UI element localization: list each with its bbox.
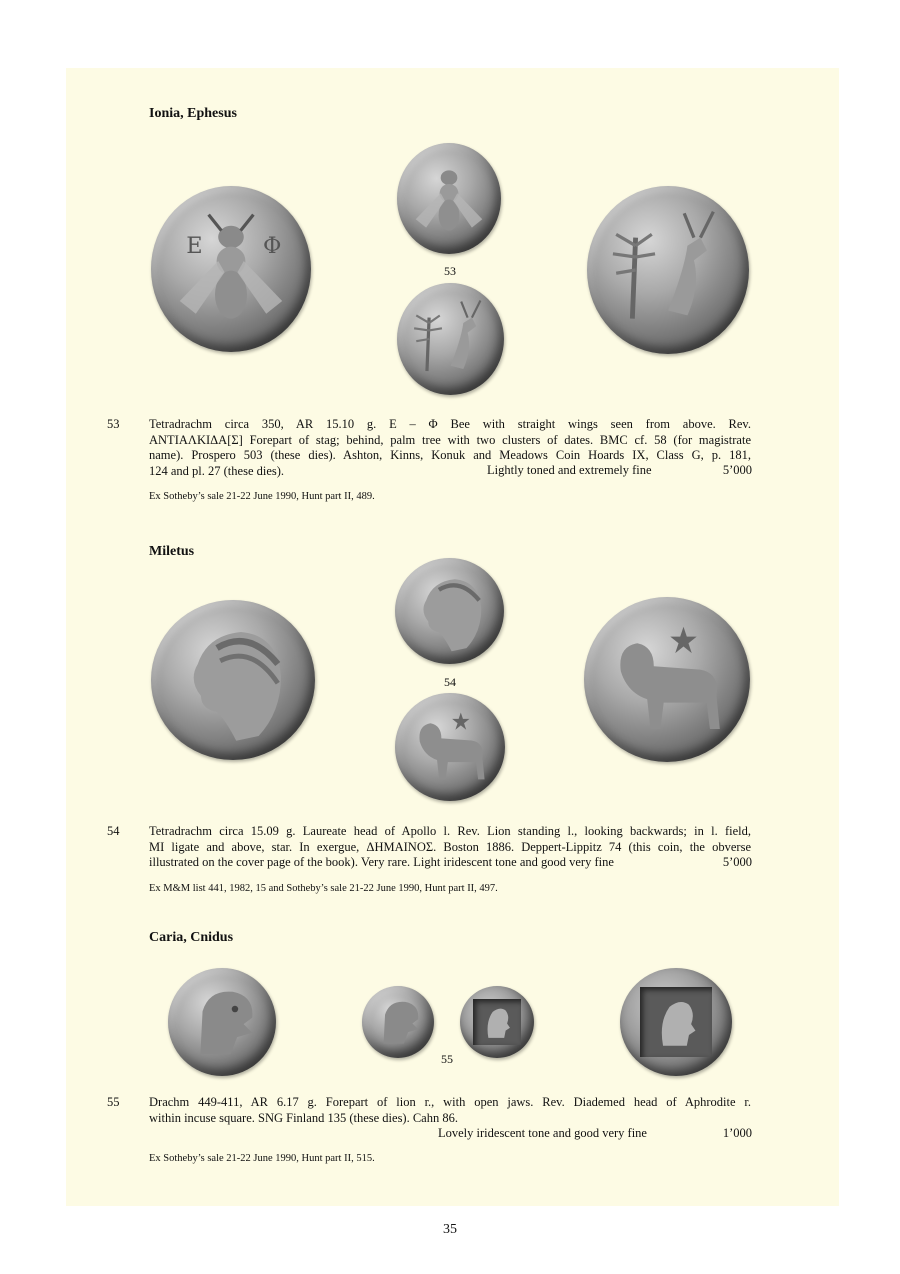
lot-53-description <box>149 417 751 479</box>
description-line: illustrated on the cover page of the book). Very rare. Light iridescent tone and good very fine <box>149 855 614 869</box>
aphrodite-head-icon <box>460 986 534 1058</box>
coin-54-reverse-large <box>584 597 750 762</box>
svg-text:Ε: Ε <box>186 233 203 259</box>
bee-icon <box>151 186 311 352</box>
lion-forepart-icon <box>168 968 276 1076</box>
lot-55-description <box>149 1095 751 1126</box>
lion-star-icon <box>584 597 750 762</box>
lot-54-heading: Miletus <box>149 544 195 559</box>
coin-55-reverse-small <box>460 986 534 1058</box>
description-line: Drachm 449-411, AR 6.17 g. Forepart of lion r., with open jaws. Rev. Diademed head of Aphrodite r. <box>149 1095 751 1109</box>
lot-55-grade: Lovely iridescent tone and good very fine <box>438 1126 647 1140</box>
coin-54-obverse-large <box>151 600 315 760</box>
coin-53-reverse-small <box>397 283 504 395</box>
coin-55-obverse-large <box>168 968 276 1076</box>
stag-palm-icon <box>397 283 504 395</box>
lot-53-price: 5’000 <box>722 463 752 477</box>
lot-54-provenance: Ex M&M list 441, 1982, 15 and Sotheby’s sale 21-22 June 1990, Hunt part II, 497. <box>149 883 498 894</box>
coin-55-reverse-large <box>620 968 732 1076</box>
coin-53-obverse-small <box>397 143 501 254</box>
apollo-head-icon <box>395 558 504 664</box>
description-line: MI ligate and above, star. In exergue, ΔΗΜΑΙΝΟΣ. Boston 1886. Deppert-Lippitz 74 (this coin, the obverse <box>149 839 751 854</box>
lot-54-price: 5’000 <box>722 855 752 869</box>
plate-label-54: 54 <box>444 675 456 689</box>
lot-55-number: 55 <box>107 1095 120 1109</box>
lot-53-grade: Lightly toned and extremely fine <box>487 463 652 477</box>
description-line: Tetradrachm circa 15.09 g. Laureate head of Apollo l. Rev. Lion standing l., looking backwards; in l. field, <box>149 824 751 838</box>
coin-53-obverse-large <box>151 186 311 352</box>
description-line: Tetradrachm circa 350, AR 15.10 g. Ε – Φ Bee with straight wings seen from above. Rev. <box>149 417 751 431</box>
bee-icon <box>397 143 501 254</box>
coin-55-obverse-small <box>362 986 434 1058</box>
apollo-head-icon <box>151 600 315 760</box>
lion-star-icon <box>395 693 505 801</box>
coin-54-obverse-small <box>395 558 504 664</box>
description-line: within incuse square. SNG Finland 135 (these dies). Cahn 86. <box>149 1110 458 1125</box>
coin-53-reverse-large <box>587 186 749 354</box>
lot-53-provenance: Ex Sotheby’s sale 21-22 June 1990, Hunt part II, 489. <box>149 491 375 502</box>
plate-label-53: 53 <box>444 264 456 278</box>
lot-55-provenance: Ex Sotheby’s sale 21-22 June 1990, Hunt part II, 515. <box>149 1153 375 1164</box>
description-line: ΑΝΤΙΑΛΚΙΔΑ[Σ] Forepart of stag; behind, palm tree with two clusters of dates. BMC cf. 58 (for magistrate <box>149 432 751 447</box>
lot-54-number: 54 <box>107 824 120 838</box>
page-number: 35 <box>443 1222 457 1237</box>
description-line: name). Prospero 503 (these dies). Ashton, Kinns, Konuk and Meadows Coin Hoards IX, Class G, p. 181, <box>149 448 751 462</box>
lion-forepart-icon <box>362 986 434 1058</box>
coin-54-reverse-small <box>395 693 505 801</box>
lot-53-heading: Ionia, Ephesus <box>149 106 237 121</box>
lot-53-number: 53 <box>107 417 120 431</box>
stag-palm-icon <box>587 186 749 354</box>
description-line: 124 and pl. 27 (these dies). <box>149 463 285 478</box>
plate-label-55: 55 <box>441 1052 453 1066</box>
svg-text:Φ: Φ <box>263 233 282 259</box>
lot-55-heading: Caria, Cnidus <box>149 930 234 945</box>
lot-55-price: 1’000 <box>722 1126 752 1140</box>
aphrodite-head-icon <box>620 968 732 1076</box>
